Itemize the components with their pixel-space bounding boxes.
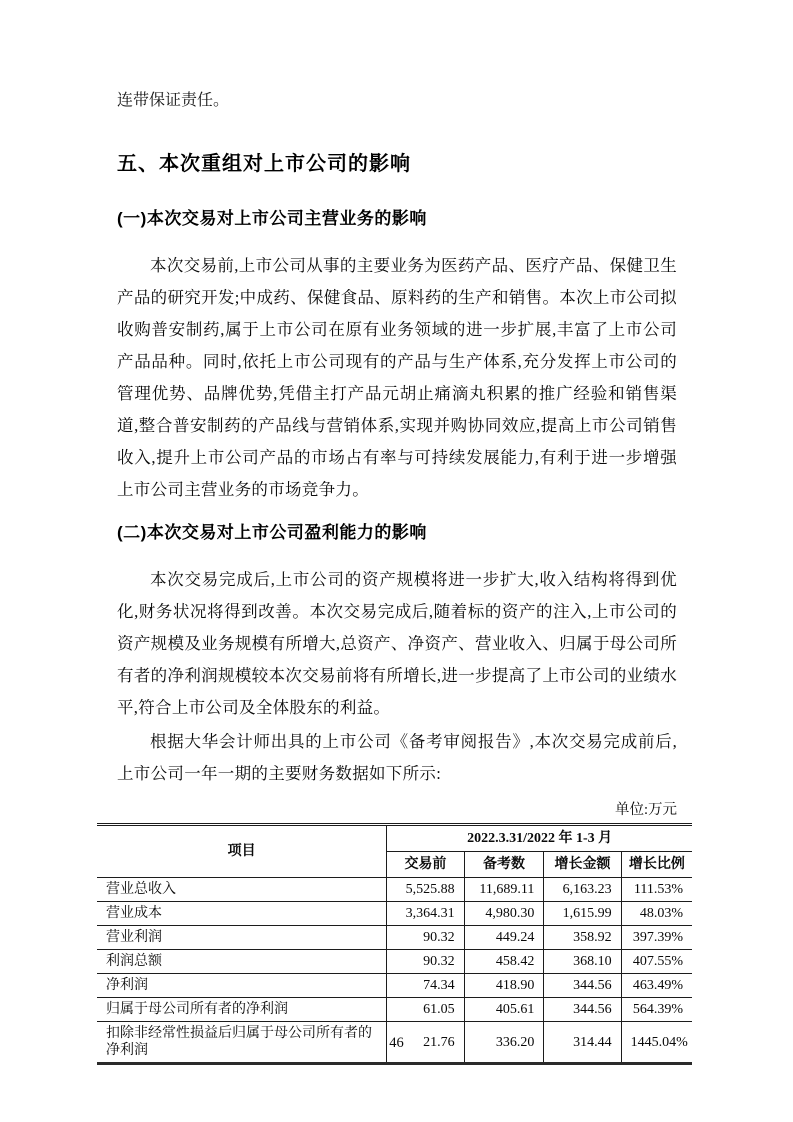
row-value: 336.20 bbox=[464, 1022, 544, 1064]
column-header-growth-amount: 增长金额 bbox=[544, 852, 621, 878]
row-value: 407.55% bbox=[621, 950, 692, 974]
row-item-label: 营业总收入 bbox=[97, 878, 387, 902]
row-item-label: 营业利润 bbox=[97, 926, 387, 950]
column-header-pre-deal: 交易前 bbox=[387, 852, 464, 878]
row-value: 11,689.11 bbox=[464, 878, 544, 902]
financial-data-table bbox=[97, 823, 692, 1065]
table-row bbox=[97, 998, 692, 1022]
table-row bbox=[97, 926, 692, 950]
row-value: 3,364.31 bbox=[387, 902, 464, 926]
table-header-row-1 bbox=[97, 825, 692, 852]
row-value: 358.92 bbox=[544, 926, 621, 950]
table-row bbox=[97, 902, 692, 926]
column-header-item: 项目 bbox=[97, 825, 387, 878]
row-value: 449.24 bbox=[464, 926, 544, 950]
row-value: 564.39% bbox=[621, 998, 692, 1022]
row-item-label: 扣除非经常性损益后归属于母公司所有者的净利润 bbox=[97, 1022, 387, 1064]
row-value: 90.32 bbox=[387, 926, 464, 950]
table-row bbox=[97, 974, 692, 998]
row-value: 21.76 bbox=[387, 1022, 464, 1064]
row-value: 458.42 bbox=[464, 950, 544, 974]
section-heading: 五、本次重组对上市公司的影响 bbox=[117, 153, 411, 175]
row-value: 111.53% bbox=[621, 878, 692, 902]
row-value: 1445.04% bbox=[621, 1022, 692, 1064]
row-value: 405.61 bbox=[464, 998, 544, 1022]
carryover-paragraph: 连带保证责任。 bbox=[117, 92, 230, 109]
row-value: 5,525.88 bbox=[387, 878, 464, 902]
row-value: 48.03% bbox=[621, 902, 692, 926]
row-item-label: 营业成本 bbox=[97, 902, 387, 926]
table-unit-label: 单位:万元 bbox=[614, 802, 677, 818]
body-paragraph-1: 本次交易前,上市公司从事的主要业务为医药产品、医疗产品、保健卫生产品的研究开发;中成药、保健食品、原料药的生产和销售。本次上市公司拟收购普安制药,属于上市公司在原有业务领域的进一步扩展,丰富了上市公司产品品种。同时,依托上市公司现有的产品与生产体系,充分发挥上市公司的管理优势、品牌优势,凭借主打产品元胡止痛滴丸积累的推广经验和销售渠道,整合普安制药的产品线与营销体系,实现并购协同效应,提高上市公司销售收入,提升上市公司产品的市场占有率与可持续发展能力,有利于进一步增强上市公司主营业务的市场竞争力。 bbox=[117, 256, 677, 499]
row-value: 4,980.30 bbox=[464, 902, 544, 926]
table-row bbox=[97, 950, 692, 974]
row-value: 314.44 bbox=[544, 1022, 621, 1064]
table-row bbox=[97, 878, 692, 902]
row-value: 74.34 bbox=[387, 974, 464, 998]
body-paragraph-3: 根据大华会计师出具的上市公司《备考审阅报告》,本次交易完成前后,上市公司一年一期的主要财务数据如下所示: bbox=[117, 732, 677, 783]
row-value: 344.56 bbox=[544, 974, 621, 998]
column-header-proforma: 备考数 bbox=[464, 852, 544, 878]
row-item-label: 净利润 bbox=[97, 974, 387, 998]
column-header-growth-ratio: 增长比例 bbox=[621, 852, 692, 878]
row-value: 368.10 bbox=[544, 950, 621, 974]
row-value: 397.39% bbox=[621, 926, 692, 950]
page-number: 46 bbox=[389, 1035, 404, 1051]
row-value: 418.90 bbox=[464, 974, 544, 998]
row-item-label: 归属于母公司所有者的净利润 bbox=[97, 998, 387, 1022]
row-value: 463.49% bbox=[621, 974, 692, 998]
row-value: 61.05 bbox=[387, 998, 464, 1022]
subsection-heading-1: (一)本次交易对上市公司主营业务的影响 bbox=[117, 209, 427, 228]
row-value: 6,163.23 bbox=[544, 878, 621, 902]
row-value: 344.56 bbox=[544, 998, 621, 1022]
row-item-label: 利润总额 bbox=[97, 950, 387, 974]
row-value: 1,615.99 bbox=[544, 902, 621, 926]
row-value: 90.32 bbox=[387, 950, 464, 974]
body-paragraph-2: 本次交易完成后,上市公司的资产规模将进一步扩大,收入结构将得到优化,财务状况将得到改善。本次交易完成后,随着标的资产的注入,上市公司的资产规模及业务规模有所增大,总资产、净资产、营业收入、归属于母公司所有者的净利润规模较本次交易前将有所增长,进一步提高了上市公司的业绩水平,符合上市公司及全体股东的利益。 bbox=[117, 570, 677, 717]
column-header-period: 2022.3.31/2022 年 1-3 月 bbox=[387, 825, 692, 852]
subsection-heading-2: (二)本次交易对上市公司盈利能力的影响 bbox=[117, 523, 427, 542]
